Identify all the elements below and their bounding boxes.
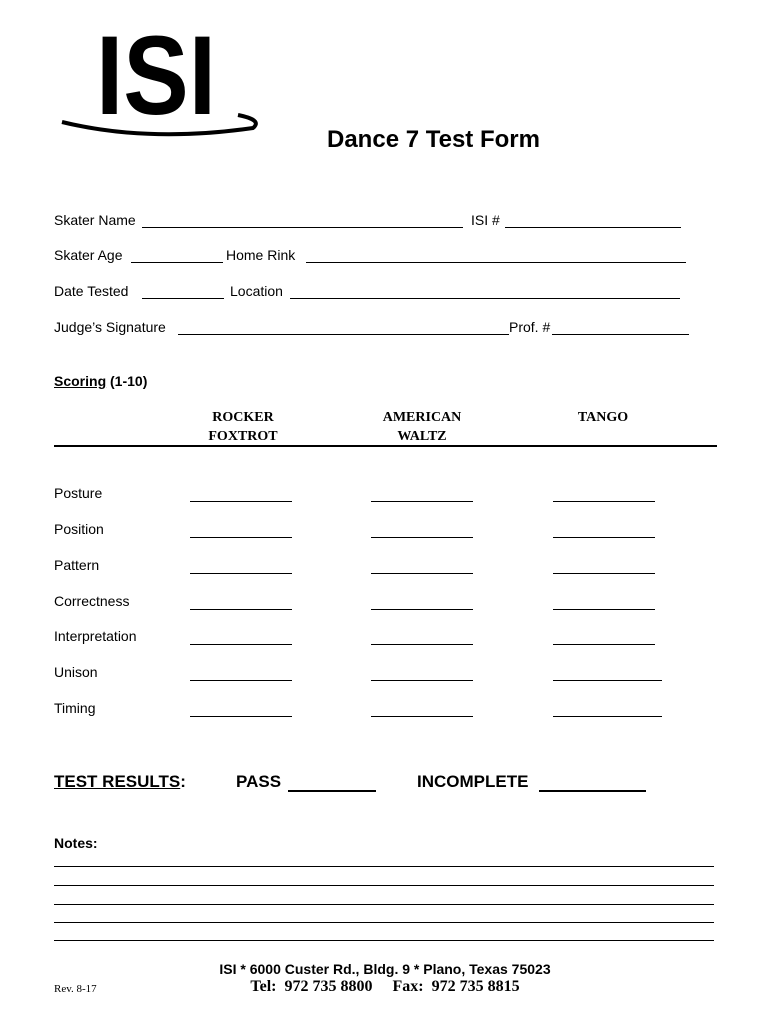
- date-tested-field[interactable]: [142, 298, 224, 299]
- notes-line[interactable]: [54, 904, 714, 905]
- column-header-line: TANGO: [577, 410, 629, 425]
- score-field[interactable]: [553, 644, 655, 645]
- score-field[interactable]: [190, 573, 292, 574]
- notes-label: Notes:: [54, 835, 98, 851]
- column-header-line: WALTZ: [397, 429, 447, 444]
- column-header-line: FOXTROT: [208, 429, 278, 444]
- column-header-tango: [523, 408, 683, 427]
- date-tested-label: Date Tested: [54, 283, 129, 299]
- notes-line[interactable]: [54, 922, 714, 923]
- score-field[interactable]: [371, 537, 473, 538]
- score-field[interactable]: [553, 716, 662, 717]
- home-rink-label: Home Rink: [226, 247, 296, 263]
- column-header-line: ROCKER: [212, 410, 274, 425]
- score-field[interactable]: [553, 680, 662, 681]
- criterion-label: Interpretation: [54, 628, 137, 644]
- scoring-label: Scoring: [54, 373, 107, 389]
- scoring-range: (1-10): [106, 373, 148, 389]
- notes-line[interactable]: [54, 940, 714, 941]
- skater-name-field[interactable]: [142, 227, 463, 228]
- footer-address: ISI * 6000 Custer Rd., Bldg. 9 * Plano, Texas 75023: [219, 961, 551, 977]
- score-field[interactable]: [190, 644, 292, 645]
- location-field[interactable]: [290, 298, 680, 299]
- notes-line[interactable]: [54, 866, 714, 867]
- skater-age-label: Skater Age: [54, 247, 123, 263]
- score-field[interactable]: [190, 680, 292, 681]
- skater-name-label: Skater Name: [54, 212, 136, 228]
- score-field[interactable]: [553, 501, 655, 502]
- score-field[interactable]: [371, 644, 473, 645]
- score-field[interactable]: [553, 609, 655, 610]
- test-results-heading: [54, 772, 186, 792]
- svg-text:ISI: ISI: [96, 18, 216, 138]
- page-title: Dance 7 Test Form: [327, 126, 540, 153]
- score-field[interactable]: [371, 573, 473, 574]
- column-header-line: AMERICAN: [382, 410, 462, 425]
- column-header-american-waltz: [342, 408, 502, 446]
- header-divider: [54, 445, 717, 447]
- score-field[interactable]: [371, 501, 473, 502]
- judge-signature-label: Judge’s Signature: [54, 319, 166, 335]
- scoring-heading: [54, 373, 147, 389]
- incomplete-label: INCOMPLETE: [417, 772, 529, 791]
- pass-field[interactable]: [288, 790, 376, 792]
- notes-line[interactable]: [54, 885, 714, 886]
- isi-logo: [58, 18, 258, 143]
- score-field[interactable]: [371, 716, 473, 717]
- home-rink-field[interactable]: [306, 262, 686, 263]
- test-results-label: TEST RESULTS: [54, 772, 181, 791]
- prof-number-field[interactable]: [552, 334, 689, 335]
- score-field[interactable]: [190, 501, 292, 502]
- criterion-label: Correctness: [54, 593, 130, 609]
- criterion-label: Position: [54, 521, 104, 537]
- score-field[interactable]: [553, 537, 655, 538]
- criterion-label: Unison: [54, 664, 98, 680]
- isi-number-label: ISI #: [471, 212, 500, 228]
- score-field[interactable]: [553, 573, 655, 574]
- prof-number-label: Prof. #: [509, 319, 551, 335]
- column-header-rocker-foxtrot: [163, 408, 323, 446]
- isi-number-field[interactable]: [505, 227, 681, 228]
- location-label: Location: [230, 283, 283, 299]
- criterion-label: Pattern: [54, 557, 100, 573]
- judge-signature-field[interactable]: [178, 334, 509, 335]
- skater-age-field[interactable]: [131, 262, 223, 263]
- score-field[interactable]: [190, 716, 292, 717]
- score-field[interactable]: [190, 537, 292, 538]
- criterion-label: Posture: [54, 485, 103, 501]
- score-field[interactable]: [190, 609, 292, 610]
- criterion-label: Timing: [54, 700, 96, 716]
- score-field[interactable]: [371, 680, 473, 681]
- incomplete-field[interactable]: [539, 790, 646, 792]
- pass-label: PASS: [236, 772, 282, 791]
- footer-phone: Tel: 972 735 8800 Fax: 972 735 8815: [250, 978, 520, 995]
- score-field[interactable]: [371, 609, 473, 610]
- revision-label: Rev. 8-17: [54, 983, 97, 995]
- test-results-colon: :: [180, 772, 186, 791]
